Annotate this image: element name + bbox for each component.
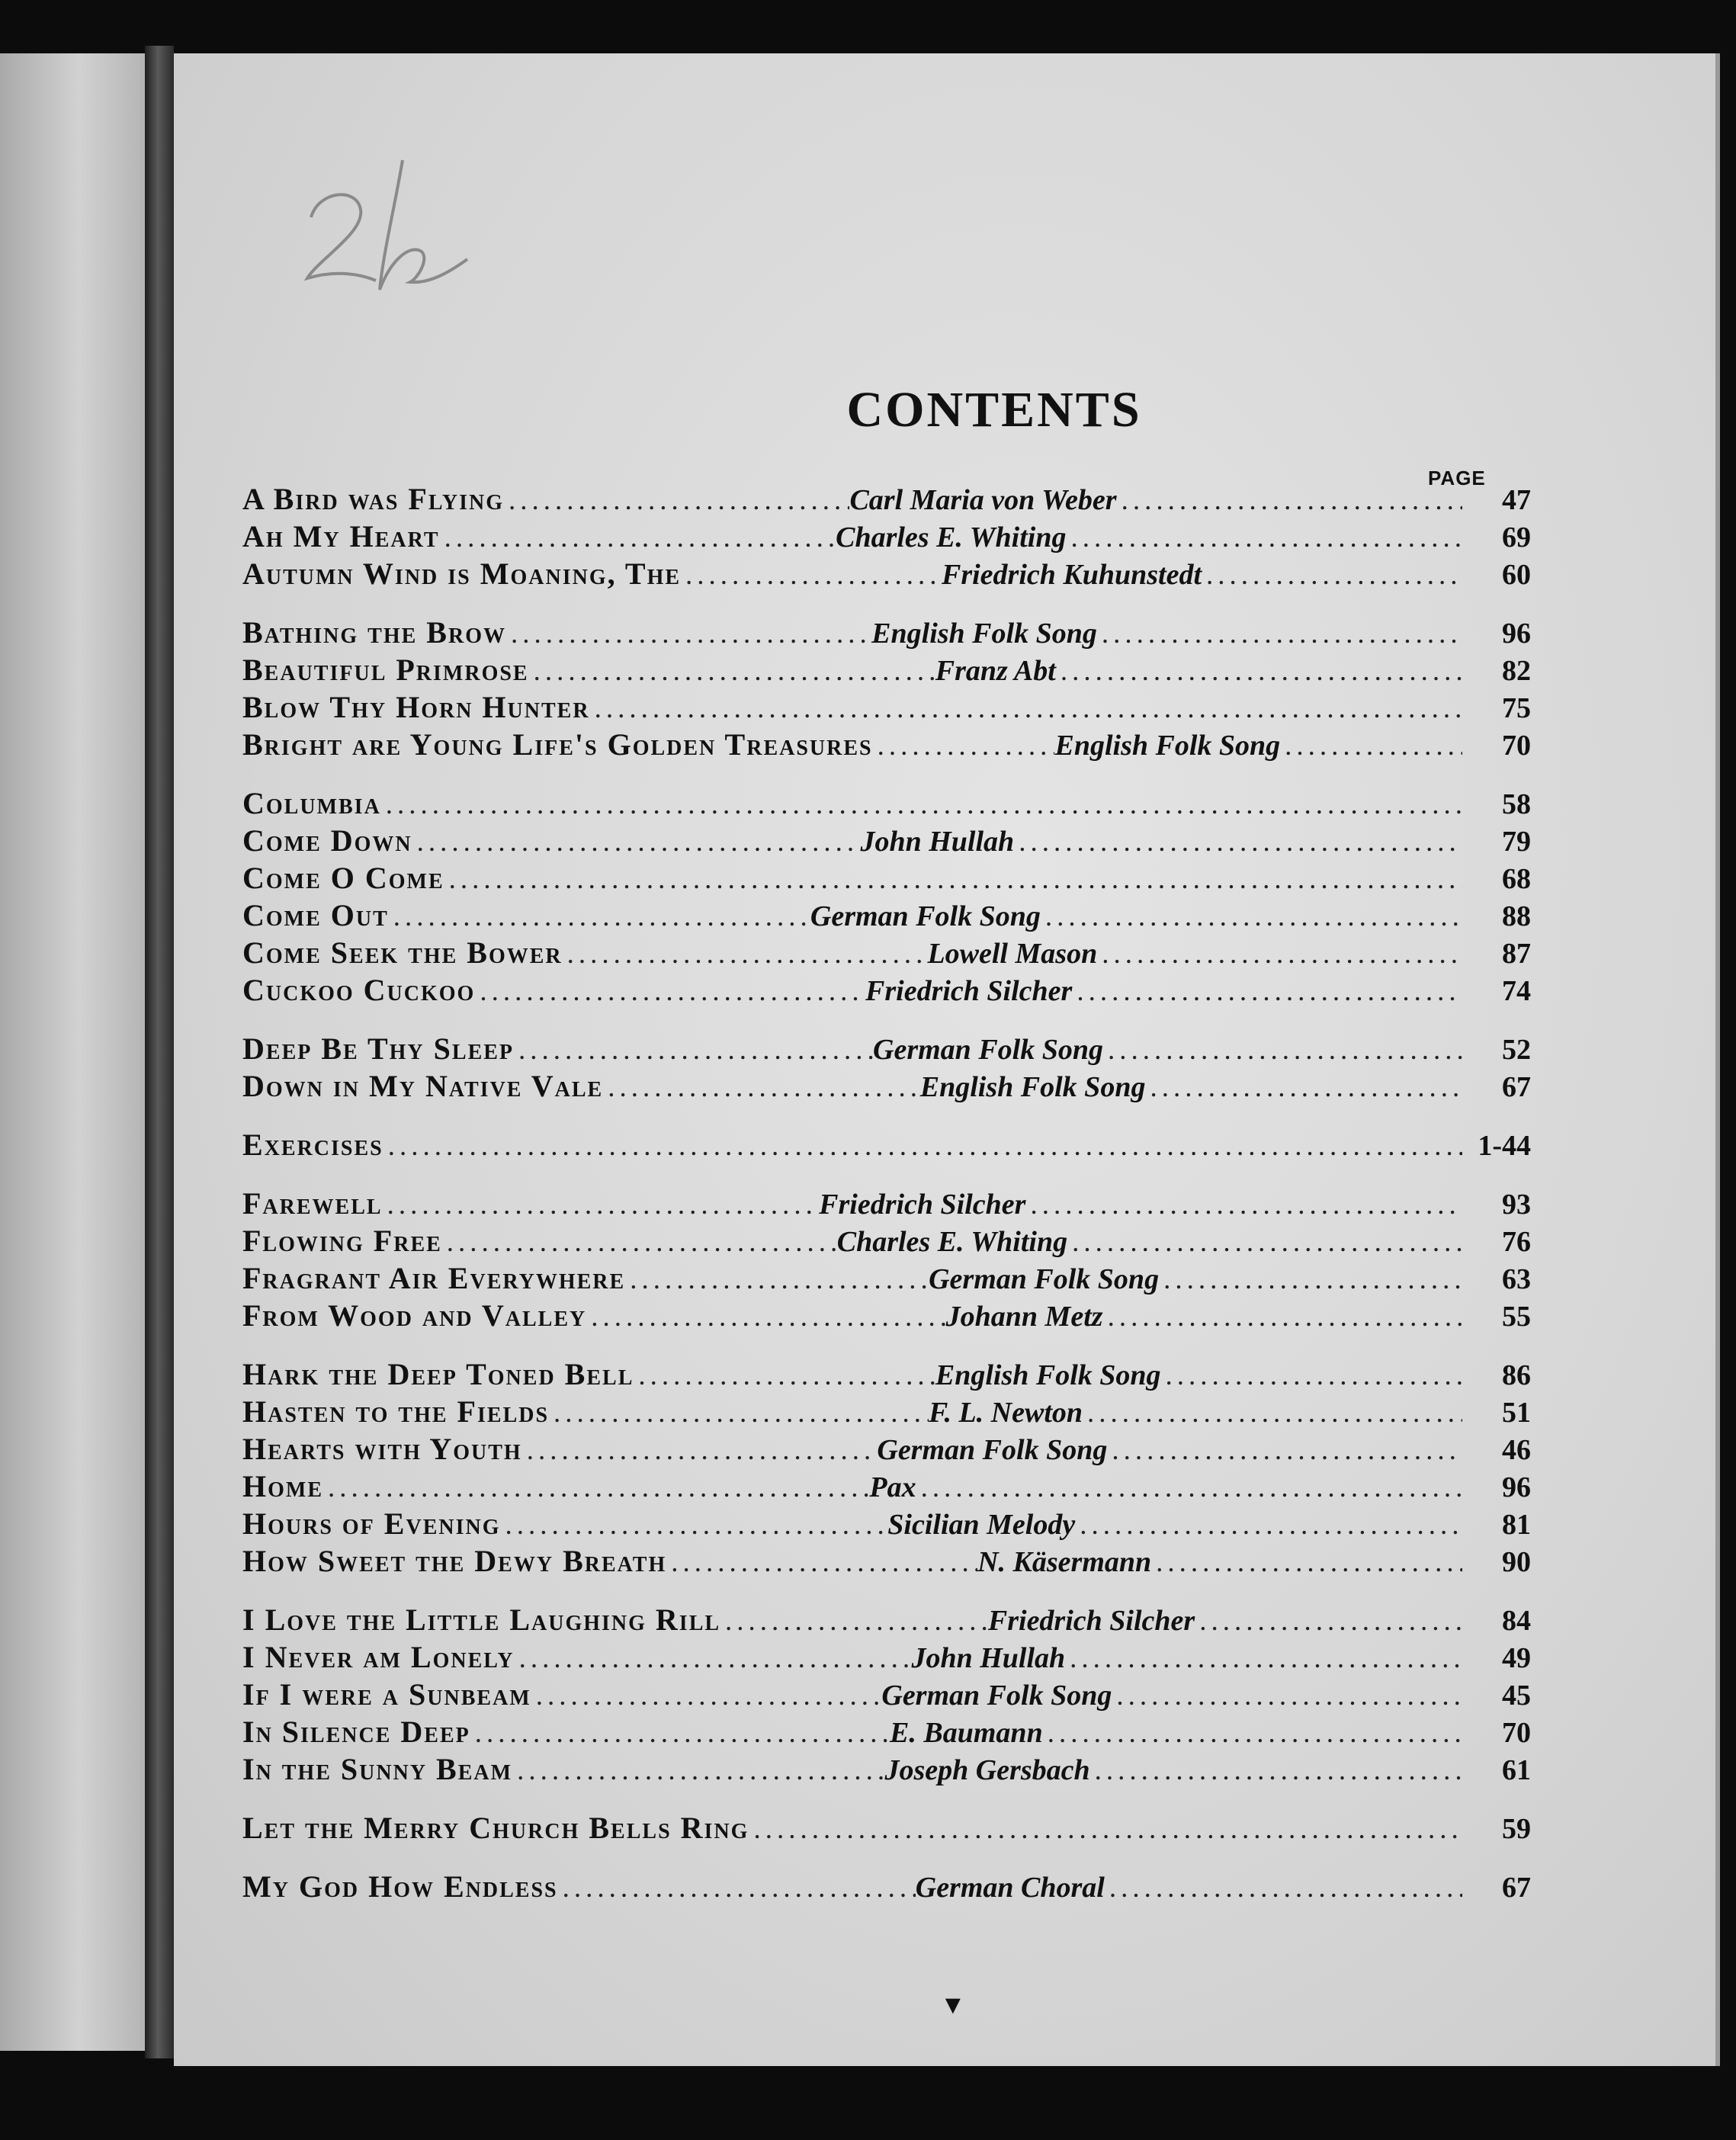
page-number: 70 — [1502, 1717, 1531, 1749]
leader-dots — [1041, 898, 1462, 935]
leader-dots — [531, 1677, 882, 1715]
leader-dots — [444, 861, 1462, 898]
song-title: Come Down — [242, 823, 412, 858]
list-item — [242, 518, 1531, 555]
page-number: 84 — [1502, 1605, 1532, 1637]
song-title: How Sweet the Dewy Breath — [242, 1544, 667, 1578]
list-item — [242, 1676, 1531, 1713]
song-title: Hours of Evening — [242, 1506, 501, 1541]
page-number: 82 — [1502, 655, 1532, 687]
book-gutter — [145, 46, 174, 2058]
leader-dots — [522, 1432, 878, 1469]
list-item — [242, 1750, 1531, 1788]
leader-dots — [558, 1869, 916, 1907]
leader-dots — [1065, 1640, 1462, 1677]
leader-dots — [749, 1811, 1462, 1848]
leader-dots — [720, 1603, 988, 1640]
song-title: I Love the Little Laughing Rill — [242, 1603, 721, 1637]
page-number: 68 — [1502, 863, 1531, 895]
leader-dots — [1066, 519, 1462, 557]
list-item — [242, 1297, 1531, 1334]
page-number: 67 — [1502, 1071, 1531, 1103]
leader-dots — [1280, 727, 1462, 765]
composer: English Folk Song — [871, 618, 1097, 650]
leader-dots — [529, 653, 935, 690]
leader-dots — [634, 1357, 935, 1394]
leader-dots — [504, 482, 849, 519]
page-column-label: PAGE — [1428, 467, 1486, 489]
leader-dots — [389, 898, 810, 935]
song-title: Home — [242, 1469, 323, 1503]
leader-dots — [440, 519, 836, 557]
list-item — [242, 971, 1531, 1009]
list-item — [242, 1393, 1531, 1430]
leader-dots — [383, 1186, 820, 1224]
page-number: 1-44 — [1478, 1130, 1531, 1162]
song-title: In the Sunny Beam — [242, 1752, 513, 1786]
song-title: Fragrant Air Everywhere — [242, 1261, 626, 1295]
composer: Carl Maria von Weber — [849, 484, 1117, 516]
footer-mark: ▼ — [940, 1991, 966, 2020]
page-number: 58 — [1502, 788, 1531, 820]
leader-dots — [916, 1469, 1462, 1506]
page-number: 96 — [1502, 618, 1532, 650]
leader-dots — [1117, 482, 1462, 519]
song-title: Hasten to the Fields — [242, 1394, 550, 1429]
composer: German Choral — [915, 1872, 1105, 1904]
page-number: 61 — [1502, 1754, 1531, 1786]
leader-dots — [873, 727, 1055, 765]
leader-dots — [1105, 1869, 1462, 1907]
list-item — [242, 822, 1531, 859]
leader-dots — [586, 1298, 945, 1336]
page-number: 51 — [1502, 1397, 1531, 1429]
leader-dots — [1195, 1603, 1462, 1640]
leader-dots — [681, 557, 942, 594]
page-number: 60 — [1502, 559, 1531, 591]
composer: German Folk Song — [877, 1434, 1108, 1466]
contents-page — [174, 53, 1720, 2066]
page-number: 45 — [1502, 1680, 1531, 1712]
page-number: 81 — [1502, 1509, 1531, 1541]
song-title: Autumn Wind is Moaning, The — [242, 557, 682, 591]
leader-dots — [1025, 1186, 1462, 1224]
list-item — [242, 1468, 1531, 1505]
leader-dots — [549, 1394, 929, 1432]
composer: Friedrich Kuhunstedt — [941, 559, 1202, 591]
leader-dots — [563, 935, 928, 973]
composer: Friedrich Silcher — [987, 1605, 1195, 1637]
page-number: 90 — [1502, 1546, 1532, 1578]
composer: Friedrich Silcher — [819, 1189, 1026, 1221]
composer: Sicilian Melody — [887, 1509, 1076, 1541]
left-page-edge — [0, 53, 145, 2051]
list-item — [242, 726, 1531, 763]
song-title: Ah My Heart — [242, 519, 440, 553]
list-item — [242, 1185, 1531, 1222]
song-title: Columbia — [242, 786, 381, 820]
leader-dots — [512, 1752, 884, 1789]
composer: German Folk Song — [873, 1034, 1103, 1066]
song-title: Deep Be Thy Sleep — [242, 1031, 515, 1066]
leader-dots — [1151, 1544, 1462, 1581]
list-item — [242, 1868, 1531, 1905]
list-item — [242, 1713, 1531, 1750]
list-item — [242, 1356, 1531, 1393]
composer: German Folk Song — [881, 1680, 1112, 1712]
song-title: Come Out — [242, 898, 389, 932]
list-item — [242, 651, 1531, 688]
song-title: Down in My Native Vale — [242, 1069, 604, 1103]
page-number: 93 — [1502, 1189, 1532, 1221]
leader-dots — [603, 1069, 920, 1106]
leader-dots — [1145, 1069, 1462, 1106]
leader-dots — [1112, 1677, 1462, 1715]
list-item — [242, 1222, 1531, 1259]
list-item — [242, 1638, 1531, 1676]
composer: F. L. Newton — [929, 1397, 1083, 1429]
song-title: Hearts with Youth — [242, 1432, 522, 1466]
list-item — [242, 1542, 1531, 1580]
page-number: 76 — [1502, 1226, 1532, 1258]
page-number: 52 — [1502, 1034, 1531, 1066]
leader-dots — [323, 1469, 869, 1506]
song-title: Exercises — [242, 1128, 383, 1162]
leader-dots — [1075, 1506, 1462, 1544]
leader-dots — [383, 1128, 1462, 1165]
page-number: 47 — [1502, 484, 1531, 516]
song-title: Cuckoo Cuckoo — [242, 973, 476, 1007]
song-title: Come O Come — [242, 861, 444, 895]
page-number: 79 — [1502, 826, 1531, 858]
leader-dots — [1067, 1224, 1462, 1261]
contents-list — [242, 480, 1531, 1905]
page-number: 69 — [1502, 521, 1531, 553]
leader-dots — [625, 1261, 929, 1298]
list-item — [242, 688, 1531, 726]
leader-dots — [1083, 1394, 1462, 1432]
page-number: 46 — [1502, 1434, 1532, 1466]
leader-dots — [412, 823, 861, 861]
page-number: 63 — [1502, 1263, 1531, 1295]
leader-dots — [1103, 1031, 1462, 1069]
leader-dots — [1014, 823, 1462, 861]
page-number: 88 — [1502, 900, 1531, 932]
page-number: 55 — [1502, 1301, 1531, 1333]
list-item — [242, 1126, 1531, 1163]
list-item — [242, 1809, 1531, 1846]
song-title: Flowing Free — [242, 1224, 442, 1258]
song-title: Hark the Deep Toned Bell — [242, 1357, 634, 1391]
composer: N. Käsermann — [977, 1546, 1152, 1578]
song-title: My God How Endless — [242, 1869, 558, 1904]
leader-dots — [442, 1224, 837, 1261]
song-title: Farewell — [242, 1186, 383, 1221]
leader-dots — [500, 1506, 887, 1544]
song-title: In Silence Deep — [242, 1715, 470, 1749]
list-item — [242, 859, 1531, 897]
page-number: 96 — [1502, 1471, 1531, 1503]
leader-dots — [1202, 557, 1462, 594]
song-title: Bathing the Brow — [242, 615, 506, 650]
composer: John Hullah — [911, 1642, 1066, 1674]
list-item — [242, 784, 1531, 822]
leader-dots — [1161, 1357, 1462, 1394]
leader-dots — [1072, 973, 1462, 1010]
page-number: 86 — [1502, 1359, 1531, 1391]
composer: Charles E. Whiting — [836, 521, 1067, 553]
list-item — [242, 1601, 1531, 1638]
leader-dots — [666, 1544, 977, 1581]
list-item — [242, 555, 1531, 592]
song-title: I Never am Lonely — [242, 1640, 515, 1674]
leader-dots — [475, 973, 865, 1010]
list-item — [242, 1259, 1531, 1297]
leader-dots — [1097, 615, 1462, 653]
leader-dots — [1097, 935, 1462, 973]
composer: Charles E. Whiting — [836, 1226, 1068, 1258]
list-item — [242, 1067, 1531, 1105]
composer: German Folk Song — [810, 900, 1041, 932]
composer: English Folk Song — [919, 1071, 1146, 1103]
leader-dots — [515, 1640, 912, 1677]
song-title: If I were a Sunbeam — [242, 1677, 531, 1712]
list-item — [242, 480, 1531, 518]
leader-dots — [1056, 653, 1462, 690]
handwritten-note — [296, 145, 479, 320]
list-item — [242, 614, 1531, 651]
song-title: Bright are Young Life's Golden Treasures — [242, 727, 873, 762]
leader-dots — [381, 786, 1462, 823]
composer: German Folk Song — [929, 1263, 1160, 1295]
list-item — [242, 897, 1531, 934]
leader-dots — [506, 615, 871, 653]
page-number: 75 — [1502, 692, 1531, 724]
song-title: From Wood and Valley — [242, 1298, 587, 1333]
composer: Franz Abt — [935, 655, 1056, 687]
composer: English Folk Song — [935, 1359, 1161, 1391]
list-item — [242, 934, 1531, 971]
page-number: 87 — [1502, 938, 1532, 970]
leader-dots — [1159, 1261, 1462, 1298]
leader-dots — [1103, 1298, 1462, 1336]
leader-dots — [470, 1715, 890, 1752]
composer: Joseph Gersbach — [884, 1754, 1090, 1786]
composer: Pax — [869, 1471, 916, 1503]
list-item — [242, 1430, 1531, 1468]
page-number: 59 — [1502, 1813, 1531, 1845]
page-number: 67 — [1502, 1872, 1532, 1904]
composer: Johann Metz — [945, 1301, 1103, 1333]
leader-dots — [1043, 1715, 1462, 1752]
list-item — [242, 1030, 1531, 1067]
leader-dots — [1090, 1752, 1462, 1789]
page-title: CONTENTS — [846, 382, 1142, 438]
leader-dots — [514, 1031, 873, 1069]
composer: E. Baumann — [890, 1717, 1043, 1749]
composer: Friedrich Silcher — [865, 975, 1073, 1007]
page-number: 70 — [1502, 730, 1531, 762]
page-number: 74 — [1502, 975, 1531, 1007]
song-title: Beautiful Primrose — [242, 653, 529, 687]
leader-dots — [1107, 1432, 1462, 1469]
composer: Lowell Mason — [927, 938, 1098, 970]
leader-dots — [590, 690, 1462, 727]
song-title: Come Seek the Bower — [242, 935, 563, 970]
page-number: 49 — [1502, 1642, 1532, 1674]
song-title: Let the Merry Church Bells Ring — [242, 1811, 749, 1845]
song-title: A Bird was Flying — [242, 482, 505, 516]
song-title: Blow Thy Horn Hunter — [242, 690, 590, 724]
composer: John Hullah — [860, 826, 1015, 858]
list-item — [242, 1505, 1531, 1542]
composer: English Folk Song — [1054, 730, 1281, 762]
